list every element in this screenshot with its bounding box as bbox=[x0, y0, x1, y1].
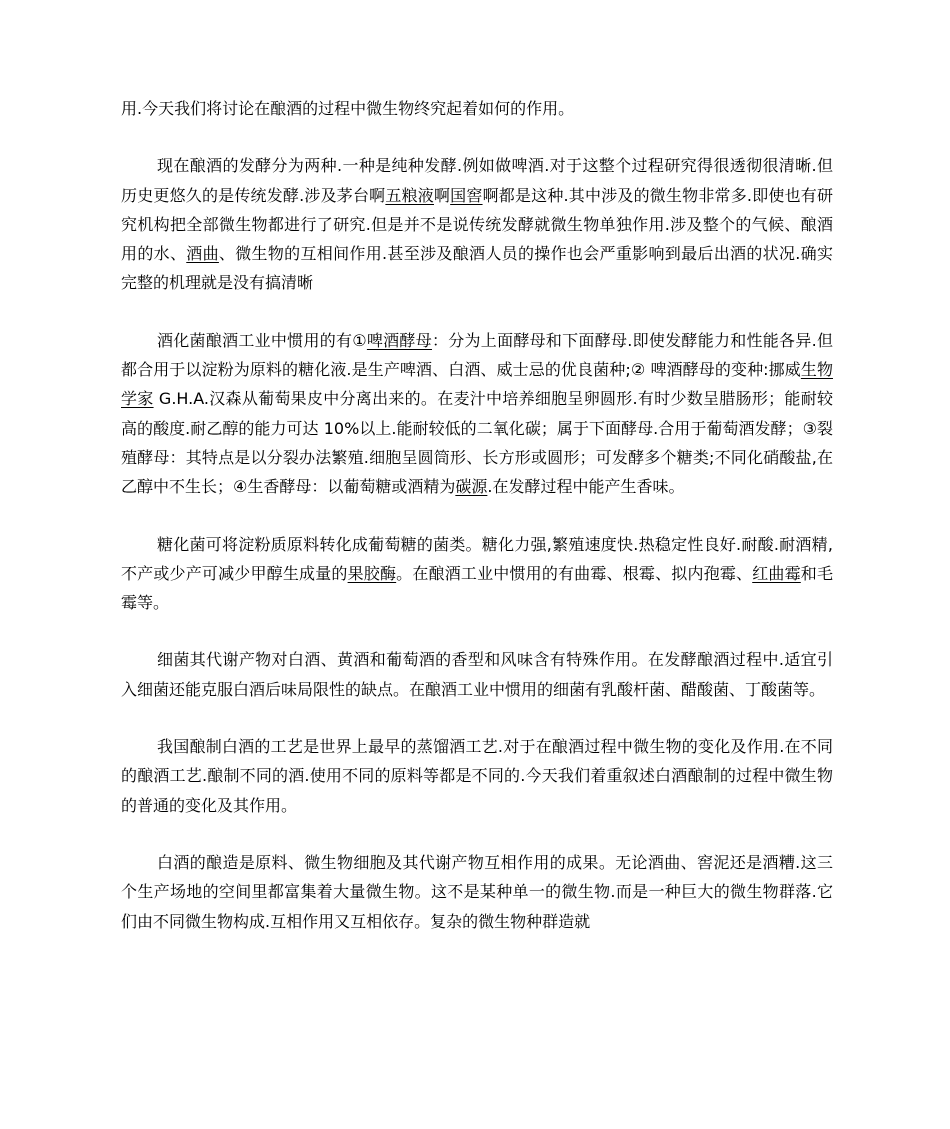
paragraph-text: 用.今天我们将讨论在酿酒的过程中微生物终究起着如何的作用。 bbox=[121, 99, 575, 118]
body-paragraph bbox=[121, 151, 833, 297]
body-paragraph bbox=[121, 645, 833, 704]
inline-link[interactable]: 五粮液 bbox=[385, 185, 434, 205]
body-paragraph bbox=[121, 732, 833, 820]
paragraph-text: .在发酵过程中能产生香味。 bbox=[487, 477, 685, 497]
inline-link[interactable]: 生物学家 bbox=[121, 360, 833, 409]
paragraph-text: 糖化菌可将淀粉质原料转化成葡萄糖的菌类。糖化力强,繁殖速度快.热稳定性良好.耐酸.耐酒精,不产或少产可减少甲醇生成量的 bbox=[121, 534, 833, 583]
document-page bbox=[121, 94, 833, 964]
paragraph-text: 。在酿酒工业中惯用的有曲霉、根霉、拟内孢霉、 bbox=[396, 563, 753, 583]
body-paragraph bbox=[121, 530, 833, 618]
inline-link[interactable]: 酒曲 bbox=[186, 244, 219, 264]
body-paragraph bbox=[121, 848, 833, 936]
paragraph-text: 酒化菌酿酒工业中惯用的有① bbox=[157, 330, 367, 350]
paragraph-text: 、微生物的互相间作用.甚至涉及酿酒人员的操作也会严重影响到最后出酒的状况.确实完整的机理就是没有搞清晰 bbox=[121, 244, 833, 293]
paragraph-text: 白酒的酿造是原料、微生物细胞及其代谢产物互相作用的成果。无论酒曲、窖泥还是酒糟.这三个生产场地的空间里都富集着大量微生物。这不是某种单一的微生物.而是一种巨大的微生物群落.它们由不同微生物构成.互相作用又互相依存。复杂的微生物种群造就 bbox=[121, 852, 833, 931]
inline-link[interactable]: 啤酒酵母 bbox=[366, 330, 432, 350]
paragraph-text: 现在酿酒的发酵分为两种.一种是纯种发酵.例如做啤酒.对于这整个过程研究得很透彻很清晰.但历史更悠久的是传统发酵.涉及茅台啊 bbox=[121, 156, 833, 205]
paragraph-text: 啊都是这种.其中涉及的微生物非常多.即使也有研究机构把全部微生物都进行了研究.但是并不是说传统发酵就微生物单独作用.涉及整个的气候、酿酒用的水、 bbox=[121, 185, 833, 264]
inline-link[interactable]: 红曲霉 bbox=[752, 563, 801, 583]
paragraph-text: 啊 bbox=[433, 185, 451, 205]
paragraph-text: G.H.A.汉森从葡萄果皮中分离出来的。在麦汁中培养细胞呈卵圆形.有时少数呈腊肠形；能耐较高的酸度.耐乙醇的能力可达 10%以上.能耐较低的二氧化碳；属于下面酵母.合用于葡萄酒发酵；③裂殖酵母：其特点是以分裂办法繁殖.细胞呈圆筒形、长方形或圆形；可发酵多个糖类;不同化硝酸盐,在乙醇中不生长；④生香酵母：以葡萄糖或酒精为 bbox=[121, 389, 833, 497]
inline-link[interactable]: 碳源 bbox=[455, 477, 488, 497]
paragraph-text: 我国酿制白酒的工艺是世界上最早的蒸馏酒工艺.对于在酿酒过程中微生物的变化及作用.在不同的酿酒工艺.酿制不同的酒.使用不同的原料等都是不同的.今天我们着重叙述白酒酿制的过程中微生物的普通的变化及其作用。 bbox=[121, 737, 833, 815]
inline-link[interactable]: 果胶酶 bbox=[347, 563, 397, 583]
paragraph-text: 和毛霉等。 bbox=[121, 563, 833, 613]
inline-link[interactable]: 国窖 bbox=[450, 185, 483, 205]
body-paragraph bbox=[121, 326, 833, 502]
body-paragraph bbox=[121, 94, 833, 123]
paragraph-text: 细菌其代谢产物对白酒、黄酒和葡萄酒的香型和风味含有特殊作用。在发酵酿酒过程中.适宜引入细菌还能克服白酒后味局限性的缺点。在酿酒工业中惯用的细菌有乳酸杆菌、醋酸菌、丁酸菌等。 bbox=[121, 650, 833, 699]
paragraph-text: ：分为上面酵母和下面酵母.即使发酵能力和性能各异.但都合用于以淀粉为原料的糖化液.是生产啤酒、白酒、威士忌的优良菌种;② 啤酒酵母的变种:挪威 bbox=[121, 330, 833, 380]
